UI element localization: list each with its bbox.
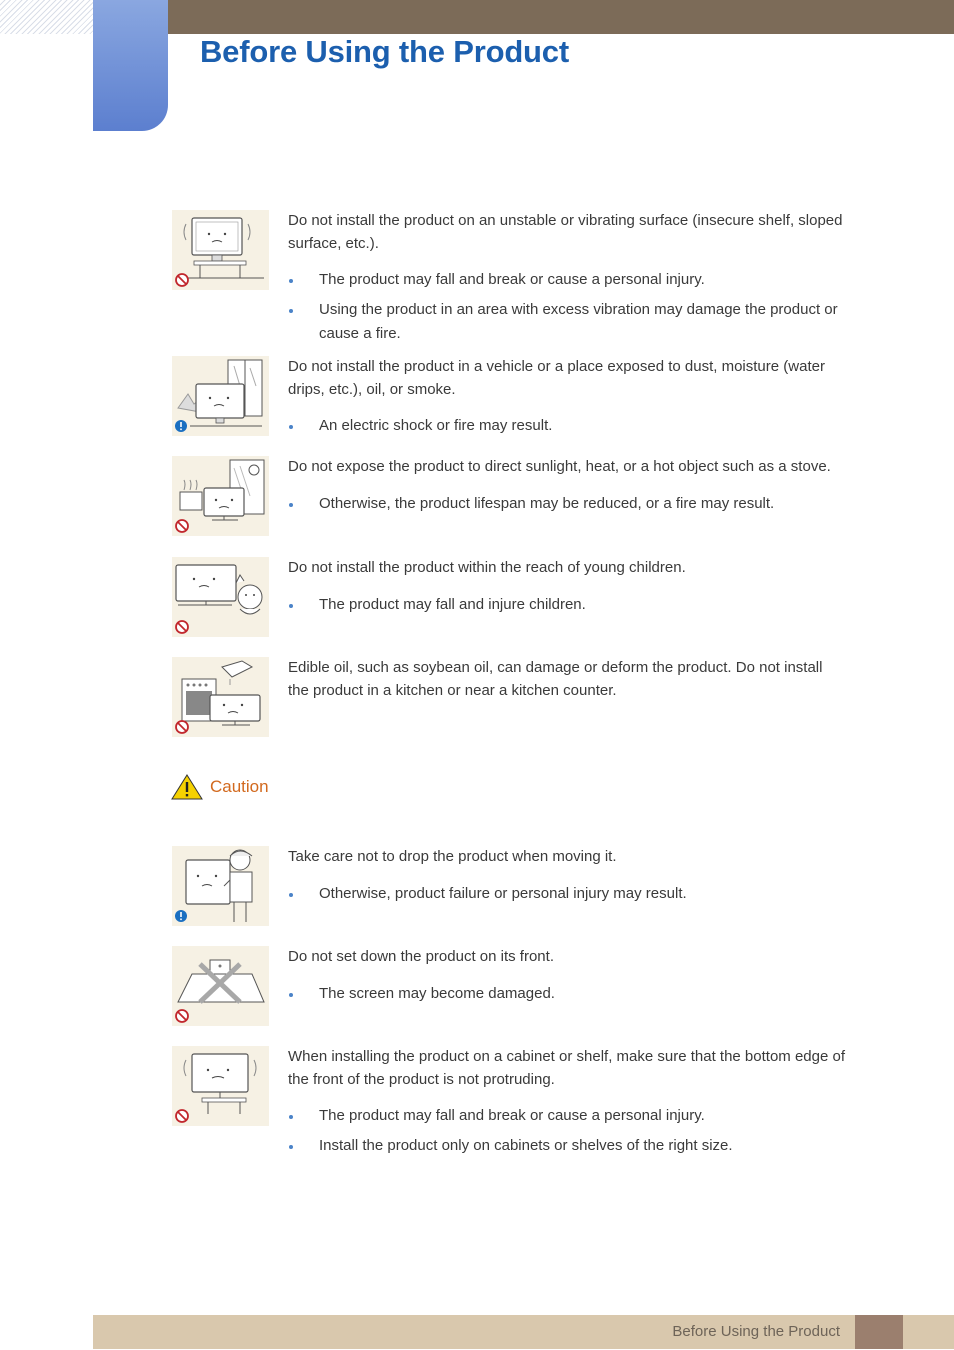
illustration-monitor-unstable-shelf <box>172 210 269 290</box>
prohibited-icon <box>176 1110 188 1122</box>
bullet-item: An electric shock or fire may result. <box>288 414 846 438</box>
bullet-item: Install the product only on cabinets or shelves of the right size. <box>288 1134 846 1158</box>
prohibited-icon <box>176 274 188 286</box>
safety-text: Edible oil, such as soybean oil, can damage or deform the product. Do not install the product in a kitchen or near a kitchen counter. <box>288 659 823 699</box>
bullet-item: The screen may become damaged. <box>288 982 846 1006</box>
illustration-person-carrying-monitor <box>172 846 269 926</box>
bullet-list <box>288 593 846 617</box>
bullet-item: The product may fall and break or cause a personal injury. <box>288 268 846 292</box>
illustration-monitor-vehicle-dust <box>172 356 269 436</box>
illustration-monitor-children <box>172 557 269 637</box>
bullet-list <box>288 982 846 1006</box>
bullet-list <box>288 882 846 906</box>
footer-title: Before Using the Product <box>672 1323 840 1340</box>
warning-info-icon <box>175 420 187 432</box>
prohibited-icon <box>176 721 188 733</box>
safety-text: Do not install the product on an unstable or vibrating surface (insecure shelf, sloped surface, etc.). <box>288 212 843 252</box>
bullet-list <box>288 492 846 516</box>
bullet-item: Using the product in an area with excess vibration may damage the product or cause a fire. <box>288 298 846 346</box>
safety-text: Take care not to drop the product when moving it. <box>288 848 617 865</box>
header-hatch-pattern <box>0 0 93 34</box>
safety-text: Do not install the product in a vehicle or a place exposed to dust, moisture (water drips, etc.), oil, or smoke. <box>288 358 825 398</box>
bullet-list <box>288 268 846 346</box>
safety-text: Do not set down the product on its front. <box>288 948 554 965</box>
prohibited-icon <box>176 621 188 633</box>
illustration-monitor-kitchen-oil <box>172 657 269 737</box>
page-number-box <box>855 1315 903 1349</box>
illustration-monitor-protruding-shelf <box>172 1046 269 1126</box>
bullet-item: The product may fall and break or cause a personal injury. <box>288 1104 846 1128</box>
bullet-list <box>288 414 846 438</box>
prohibited-icon <box>176 520 188 532</box>
bullet-item: Otherwise, the product lifespan may be reduced, or a fire may result. <box>288 492 846 516</box>
page-title: Before Using the Product <box>200 34 569 69</box>
chapter-tab <box>93 0 168 131</box>
header-bar <box>168 0 954 34</box>
bullet-item: Otherwise, product failure or personal injury may result. <box>288 882 846 906</box>
caution-label: Caution <box>210 777 269 796</box>
safety-text: When installing the product on a cabinet or shelf, make sure that the bottom edge of the front of the product is not protruding. <box>288 1048 845 1088</box>
illustration-monitor-face-down <box>172 946 269 1026</box>
safety-text: Do not expose the product to direct sunlight, heat, or a hot object such as a stove. <box>288 458 831 475</box>
caution-triangle-icon <box>171 774 203 800</box>
safety-text: Do not install the product within the reach of young children. <box>288 559 686 576</box>
prohibited-icon <box>176 1010 188 1022</box>
warning-info-icon <box>175 910 187 922</box>
illustration-monitor-sunlight-heat <box>172 456 269 536</box>
bullet-list <box>288 1104 846 1158</box>
caution-heading <box>171 774 269 800</box>
bullet-item: The product may fall and injure children. <box>288 593 846 617</box>
